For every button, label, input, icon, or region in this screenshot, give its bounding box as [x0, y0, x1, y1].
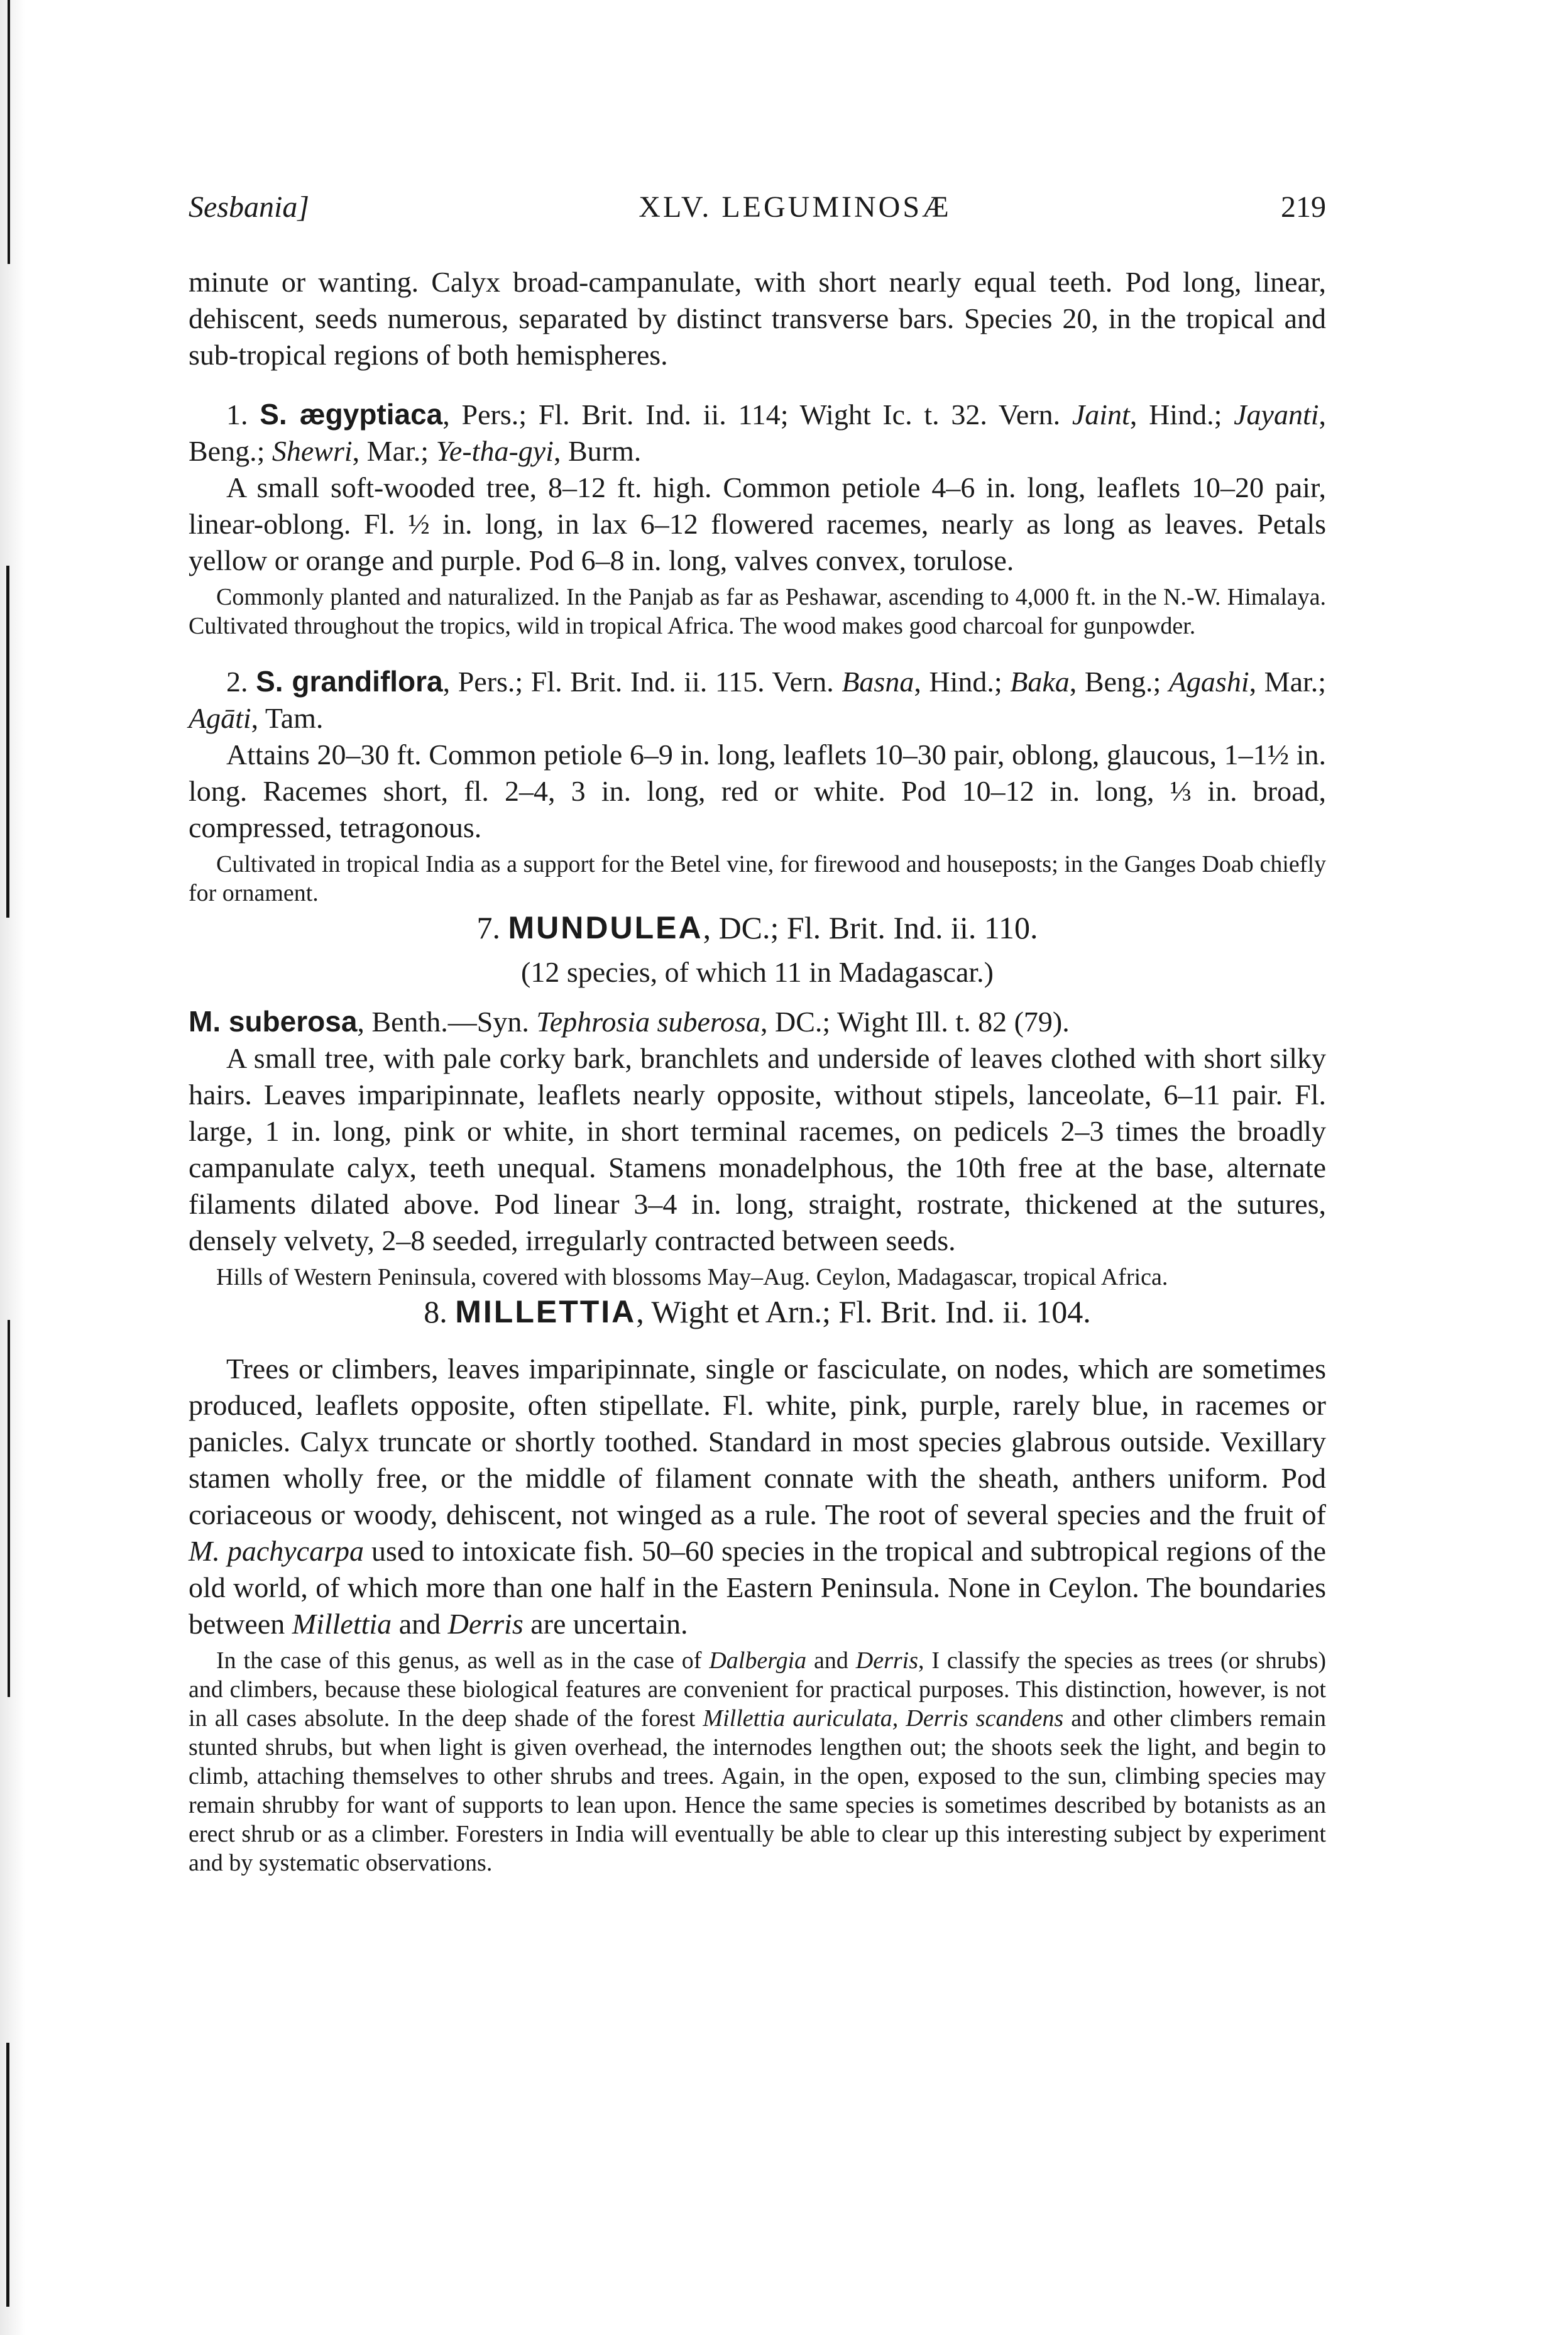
running-head-left: Sesbania] [189, 190, 309, 224]
species-description: Attains 20–30 ft. Common petiole 6–9 in. long, leaflets 10–30 pair, oblong, glaucous, 1–1½ in. long. Racemes short, fl. 2–4, 3 in. long, red or white. Pod 10–12 in. long, ⅓ in. broad, compressed, tetragonous. [189, 739, 1326, 843]
genus-number: 8. [424, 1294, 447, 1329]
running-head-title: XLV. LEGUMINOSÆ [639, 190, 951, 224]
vernacular-language: , Beng.; [1069, 666, 1169, 698]
species-name: M. suberosa [189, 1005, 358, 1038]
species-entry-heading [189, 1003, 1326, 1040]
vernacular-language: , Mar.; [352, 435, 436, 467]
vernacular-language: , Burm. [553, 435, 642, 467]
taxon-name: Millettia auriculata, Derris scandens [703, 1705, 1064, 1732]
species-description: A small soft-wooded tree, 8–12 ft. high. Common petiole 4–6 in. long, leaflets 10–20 pair, linear-oblong. Fl. ½ in. long, in lax 6–12 flowered racemes, nearly as long as leaves. Petals yellow or orange and purple. Pod 6–8 in. long, valves convex, torulose. [189, 471, 1326, 576]
species-number: 2. [226, 666, 248, 698]
species-number: 1. [226, 398, 248, 431]
binding-mark [6, 566, 9, 918]
synonym-name: Tephrosia suberosa [536, 1006, 760, 1038]
vernacular-name: Baka [1010, 666, 1070, 698]
genus-species-count: (12 species, of which 11 in Madagascar.) [521, 956, 994, 988]
genus-reference: , Wight et Arn.; Fl. Brit. Ind. ii. 104. [636, 1294, 1091, 1329]
taxon-name: M. pachycarpa [189, 1535, 364, 1567]
running-head [189, 189, 1326, 226]
species-distribution-note: Commonly planted and naturalized. In the Panjab as far as Peshawar, ascending to 4,000 ft. in the N.-W. Himalaya. Cultivated throughout the tropics, wild in tropical Africa. The wood makes good charcoal for gunpowder. [189, 584, 1326, 639]
vernacular-name: Jaint [1072, 398, 1130, 431]
scan-edge-shadow [0, 0, 26, 2335]
binding-mark [8, 0, 10, 264]
vernacular-name: Agāti [189, 702, 251, 734]
genus-name: MUNDULEA [508, 910, 703, 945]
species-distribution-note: Cultivated in tropical India as a support for the Betel vine, for firewood and houseposts; in the Ganges Doab chiefly for ornament. [189, 851, 1326, 906]
vernacular-language: , Hind.; [1129, 398, 1234, 431]
species-description: A small tree, with pale corky bark, branchlets and underside of leaves clothed with short silky hairs. Leaves imparipinnate, leaflets nearly opposite, without stipels, lanceolate, 6–11 pair. Fl. large, 1 in. long, pink or white, in short terminal racemes, on pedicels 2–3 times the broadly campanulate calyx, teeth unequal. Stamens monadelphous, the 10th free at the base, alternate filaments dilated above. Pod linear 3–4 in. long, straight, rostrate, thickened at the sutures, densely velvety, 2–8 seeded, irregularly contracted between seeds. [189, 1042, 1326, 1256]
taxon-name: Dalbergia [709, 1647, 807, 1674]
vernacular-language: , Hind.; [914, 666, 1002, 698]
species-distribution-note: Hills of Western Peninsula, covered with blossoms May–Aug. Ceylon, Madagascar, tropical Africa. [216, 1264, 1168, 1290]
vernacular-name: Ye-tha-gyi [436, 435, 554, 467]
genus-note: In the case of this genus, as well as in the case of Dalbergia and Derris, I classify the species as trees (or shrubs) and climbers, because these biological features are convenient for practical purposes. This distinction, however, is not in all cases absolute. In the deep shade of the forest Millettia auriculata, Derris scandens and other climbers remain stunted shrubs, but when light is given overhead, the internodes lengthen out; the shoots seek the light, and begin to climb, attaching themselves to other shrubs and trees. Again, in the open, exposed to the sun, climbing species may remain shrubby for want of supports to lean upon. Hence the same species is sometimes described by botanists as an erect shrub or as a climber. Foresters in India will eventually be able to clear up this interesting subject by experiment and by systematic observations. [189, 1647, 1327, 1876]
genus-name: MILLETTIA [455, 1294, 637, 1329]
taxon-name: Derris [447, 1608, 524, 1640]
genus-reference: , DC.; Fl. Brit. Ind. ii. 110. [703, 910, 1038, 945]
species-entry-heading [189, 663, 1326, 737]
binding-mark [6, 2043, 9, 2307]
page-number: 219 [1280, 190, 1326, 224]
vernacular-name: Shewri [271, 435, 353, 467]
taxon-name: Millettia [292, 1608, 392, 1640]
species-name: S. ægyptiaca [260, 398, 443, 431]
species-reference: , Benth.—Syn. [357, 1006, 537, 1038]
vernacular-name: Basna [842, 666, 914, 698]
vernacular-language: , Tam. [251, 702, 324, 734]
vernacular-language: , Beng.; [189, 398, 1327, 467]
vernacular-name: Agashi [1168, 666, 1249, 698]
species-reference: , DC.; Wight Ill. t. 82 (79). [760, 1006, 1070, 1038]
genus-number: 7. [476, 910, 500, 945]
binding-mark [8, 1320, 10, 1697]
genus-heading [189, 908, 1326, 948]
species-name: S. grandiflora [256, 665, 443, 698]
genus-description: Trees or climbers, leaves imparipinnate, single or fasciculate, on nodes, which are sometimes produced, leaflets opposite, often stipellate. Fl. white, pink, purple, rarely blue, in racemes or panicles. Calyx truncate or shortly toothed. Standard in most species glabrous outside. Vexillary stamen wholly free, or the middle of filament connate with the sheath, anthers uniform. Pod coriaceous or woody, dehiscent, not winged as a rule. The root of several species and the fruit of M. pachycarpa used to intoxicate fish. 50–60 species in the tropical and subtropical regions of the old world, of which more than one half in the Eastern Peninsula. None in Ceylon. The boundaries between Millettia and Derris are uncertain. [189, 1353, 1326, 1640]
vernacular-language: , Mar.; [1249, 666, 1327, 698]
species-entry-heading [189, 396, 1326, 470]
genus-heading [189, 1292, 1326, 1332]
species-reference: , Pers.; Fl. Brit. Ind. ii. 114; Wight Ic. t. 32. Vern. [442, 398, 1061, 431]
vernacular-name: Jayanti [1234, 398, 1319, 431]
species-reference: , Pers.; Fl. Brit. Ind. ii. 115. Vern. [442, 666, 834, 698]
taxon-name: Derris [855, 1647, 919, 1674]
page [189, 189, 1326, 1877]
genus-description-continued: minute or wanting. Calyx broad-campanulate, with short nearly equal teeth. Pod long, linear, dehiscent, seeds numerous, separated by distinct transverse bars. Species 20, in the tropical and sub-tropical regions of both hemispheres. [189, 266, 1326, 371]
